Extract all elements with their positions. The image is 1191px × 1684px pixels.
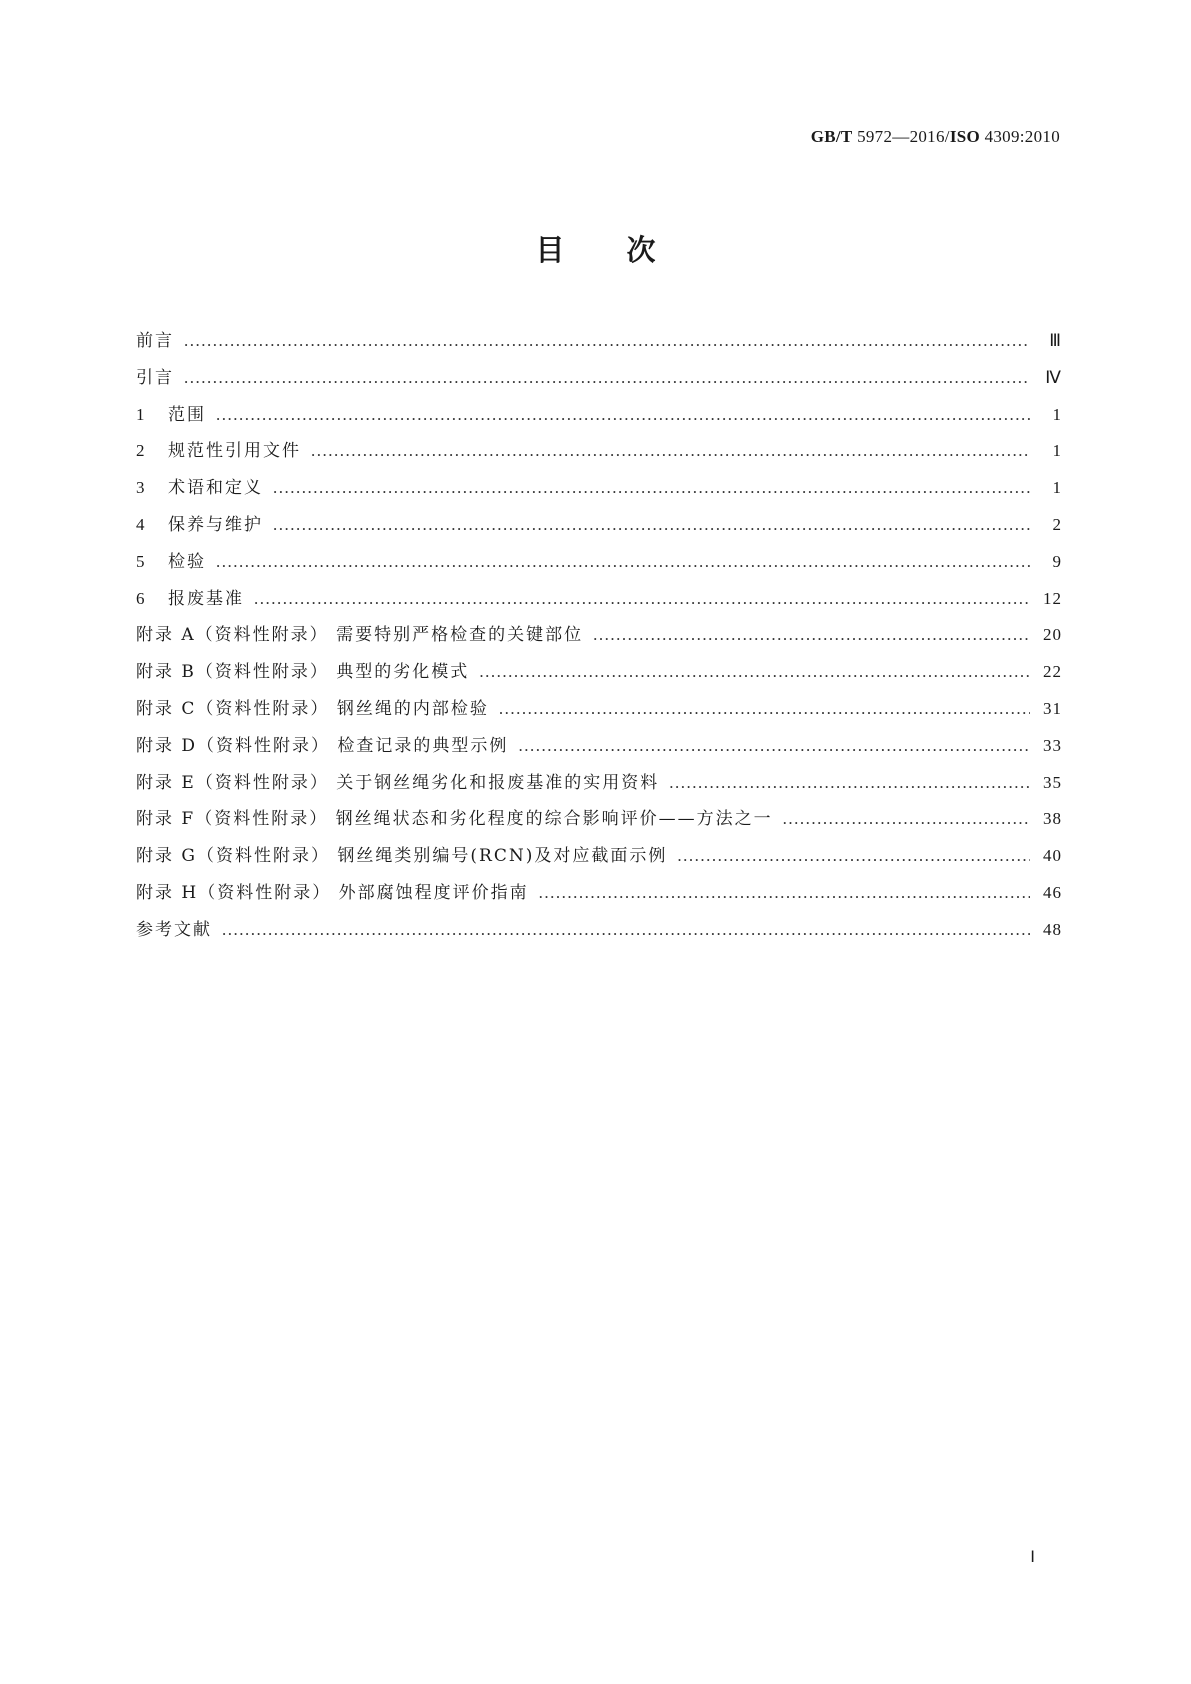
toc-entry[interactable] <box>136 731 1062 768</box>
toc-entry-number: 6 <box>136 588 145 608</box>
toc-entry[interactable] <box>136 326 1062 363</box>
toc-entry[interactable] <box>136 657 1062 694</box>
toc-entry-page: 12 <box>1043 588 1062 608</box>
toc-entry[interactable] <box>136 804 1062 841</box>
toc-entry[interactable] <box>136 878 1062 915</box>
toc-entry-label: 附录 F（资料性附录） 钢丝绳状态和劣化程度的综合影响评价——方法之一 <box>136 809 773 830</box>
toc-entry-page: 20 <box>1043 625 1062 645</box>
toc-entry[interactable] <box>136 510 1062 547</box>
toc-entry-page: Ⅲ <box>1049 331 1062 350</box>
standard-number <box>811 127 1060 147</box>
toc-entry-page: 22 <box>1043 662 1062 682</box>
toc-dot-leader <box>593 625 1030 645</box>
toc-dot-leader <box>273 515 1030 535</box>
toc-entry-page: 31 <box>1043 698 1062 718</box>
toc-dot-leader <box>677 846 1030 866</box>
toc-dot-leader <box>518 736 1030 756</box>
toc-entry-label: 检验 <box>168 551 206 572</box>
standard-code: 5972—2016/ <box>852 127 950 146</box>
toc-entry-label: 报废基准 <box>168 588 244 609</box>
page-title: 目次 <box>535 233 718 267</box>
toc-entry-label: 术语和定义 <box>168 478 263 499</box>
toc-entry-label: 引言 <box>136 367 174 388</box>
toc-dot-leader <box>499 699 1030 719</box>
toc-entry-label: 规范性引用文件 <box>168 441 301 462</box>
toc-entry[interactable] <box>136 620 1062 657</box>
page-number: Ⅰ <box>1030 1549 1035 1566</box>
toc-entry-label: 范围 <box>168 404 206 425</box>
toc-dot-leader <box>311 441 1030 461</box>
toc-dot-leader <box>273 478 1030 498</box>
toc-entry-page: 33 <box>1043 735 1062 755</box>
iso-code: 4309:2010 <box>980 127 1060 146</box>
toc-entry[interactable] <box>136 363 1062 400</box>
toc-entry-label: 附录 A（资料性附录） 需要特别严格检查的关键部位 <box>136 625 584 646</box>
toc-dot-leader <box>184 368 1030 388</box>
toc-entry-number: 3 <box>136 478 145 498</box>
toc-entry[interactable] <box>136 547 1062 584</box>
toc-entry-page: 1 <box>1052 404 1062 424</box>
toc-dot-leader <box>254 589 1030 609</box>
toc-entry-label: 附录 D（资料性附录） 检查记录的典型示例 <box>136 735 509 756</box>
toc-dot-leader <box>669 773 1030 793</box>
toc-entry[interactable] <box>136 473 1062 510</box>
toc-entry-label: 附录 G（资料性附录） 钢丝绳类别编号(RCN)及对应截面示例 <box>136 846 668 867</box>
toc-entry-number: 1 <box>136 404 145 424</box>
toc-dot-leader <box>216 552 1030 572</box>
toc-entry-number: 4 <box>136 514 145 534</box>
toc-entry-label: 保养与维护 <box>168 514 263 535</box>
toc-entry-label: 附录 C（资料性附录） 钢丝绳的内部检验 <box>136 698 489 719</box>
toc-entry-number: 2 <box>136 441 145 461</box>
toc-dot-leader <box>184 331 1030 351</box>
table-of-contents <box>136 326 1062 952</box>
toc-entry[interactable] <box>136 768 1062 805</box>
toc-entry-label: 附录 H（资料性附录） 外部腐蚀程度评价指南 <box>136 882 529 903</box>
toc-entry[interactable] <box>136 400 1062 437</box>
toc-entry-page: 48 <box>1043 919 1062 939</box>
toc-entry-page: Ⅳ <box>1045 367 1062 387</box>
toc-entry-page: 1 <box>1052 441 1062 461</box>
toc-entry[interactable] <box>136 841 1062 878</box>
toc-dot-leader <box>222 920 1030 940</box>
toc-entry-page: 38 <box>1043 809 1062 829</box>
toc-entry-label: 附录 E（资料性附录） 关于钢丝绳劣化和报废基准的实用资料 <box>136 772 660 793</box>
toc-entry-page: 2 <box>1052 514 1062 534</box>
toc-entry[interactable] <box>136 915 1062 952</box>
toc-entry-page: 40 <box>1043 846 1062 866</box>
toc-entry-label: 前言 <box>136 331 174 351</box>
iso-prefix: ISO <box>949 127 981 146</box>
toc-entry[interactable] <box>136 694 1062 731</box>
toc-dot-leader <box>479 662 1030 682</box>
toc-entry-page: 9 <box>1052 551 1062 571</box>
toc-dot-leader <box>539 883 1030 903</box>
toc-entry-label: 参考文献 <box>136 919 212 940</box>
toc-entry-number: 5 <box>136 551 145 571</box>
toc-entry[interactable] <box>136 436 1062 473</box>
toc-dot-leader <box>216 405 1030 425</box>
toc-dot-leader <box>783 809 1030 829</box>
toc-entry-label: 附录 B（资料性附录） 典型的劣化模式 <box>136 662 470 683</box>
toc-entry-page: 46 <box>1043 882 1062 902</box>
toc-entry-page: 1 <box>1052 478 1062 498</box>
toc-entry[interactable] <box>136 584 1062 621</box>
standard-prefix: GB/T <box>810 127 853 146</box>
toc-entry-page: 35 <box>1043 772 1062 792</box>
